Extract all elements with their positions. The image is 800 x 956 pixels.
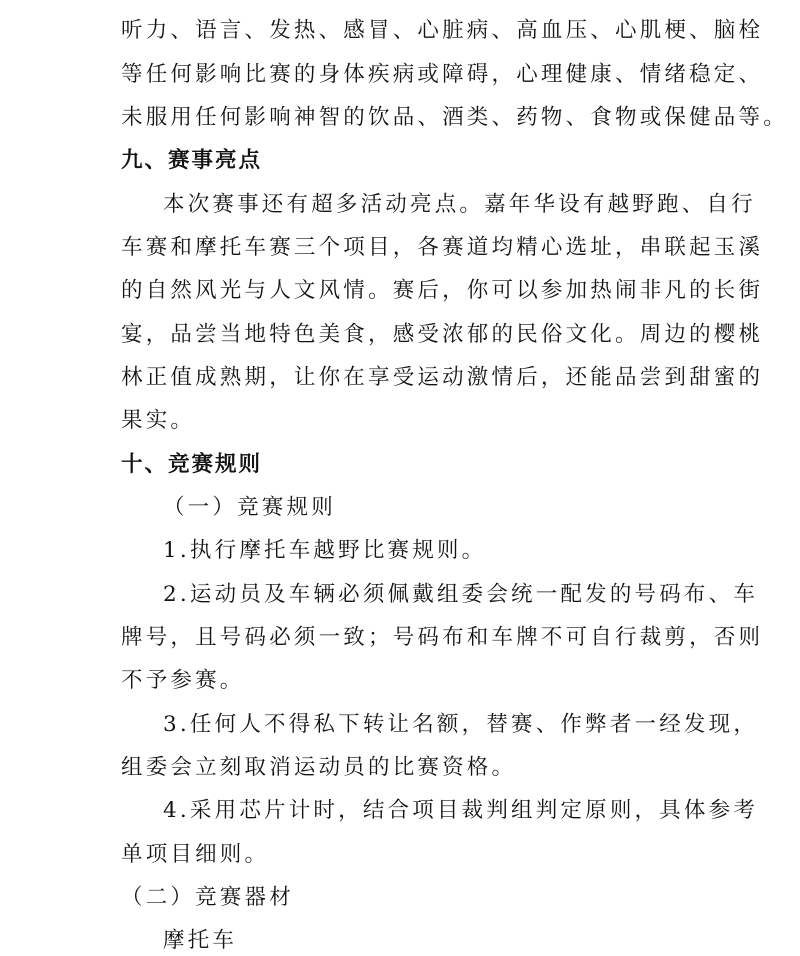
rule-item: 1.执行摩托车越野比赛规则。	[163, 538, 487, 563]
section-heading-9: 九、赛事亮点	[121, 148, 263, 173]
subsection-heading: （一）竞赛规则	[163, 495, 336, 520]
subsection-heading: （二）竞赛器材	[121, 885, 294, 910]
paragraph-line: 听力、语言、发热、感冒、心脏病、高血压、心肌梗、脑栓	[121, 18, 764, 43]
rule-item: 不予参赛。	[121, 668, 245, 693]
rule-item: 4.采用芯片计时，结合项目裁判组判定原则，具体参考	[163, 798, 759, 823]
rule-item: 3.任何人不得私下转让名额，替赛、作弊者一经发现，	[163, 712, 759, 737]
rule-item: 组委会立刻取消运动员的比赛资格。	[121, 755, 517, 780]
paragraph-line: 果实。	[121, 408, 196, 433]
section-heading-10: 十、竞赛规则	[121, 452, 263, 477]
paragraph-line: 宴，品尝当地特色美食，感受浓郁的民俗文化。周边的樱桃	[121, 322, 764, 347]
rule-item: 2.运动员及车辆必须佩戴组委会统一配发的号码布、车	[163, 582, 759, 607]
paragraph-line: 本次赛事还有超多活动亮点。嘉年华设有越野跑、自行	[163, 192, 756, 217]
paragraph-line: 未服用任何影响神智的饮品、酒类、药物、食物或保健品等。	[121, 105, 788, 130]
paragraph-line: 林正值成熟期，让你在享受运动激情后，还能品尝到甜蜜的	[121, 365, 764, 390]
paragraph-line: 车赛和摩托车赛三个项目，各赛道均精心选址，串联起玉溪	[121, 235, 764, 260]
paragraph-line: 等任何影响比赛的身体疾病或障碍，心理健康、情绪稳定、	[121, 62, 764, 87]
paragraph-line: 的自然风光与人文风情。赛后，你可以参加热闹非凡的长街	[121, 278, 764, 303]
rule-item: 单项目细则。	[121, 842, 270, 867]
equipment-item: 摩托车	[163, 928, 238, 953]
rule-item: 牌号，且号码必须一致；号码布和车牌不可自行裁剪，否则	[121, 625, 764, 650]
